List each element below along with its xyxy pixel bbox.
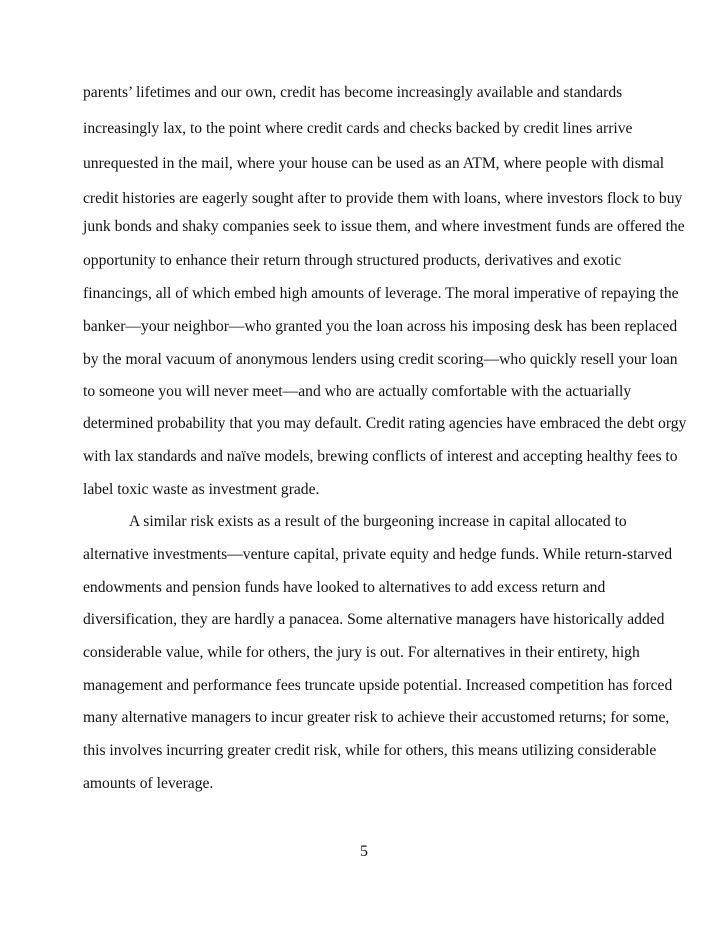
- paragraph-first-line: A similar risk exists as a result of the burgeoning increase in capital allocated to: [129, 513, 627, 530]
- body-text-line: opportunity to enhance their return through structured products, derivatives and exotic: [83, 252, 622, 269]
- body-text-line: junk bonds and shaky companies seek to issue them, and where investment funds are offered the: [83, 218, 685, 235]
- body-text-line: label toxic waste as investment grade.: [83, 481, 320, 498]
- body-text-line: endowments and pension funds have looked to alternatives to add excess return and: [83, 579, 606, 596]
- body-text-line: diversification, they are hardly a panacea. Some alternative managers have historically added: [83, 611, 665, 628]
- body-text-line: financings, all of which embed high amounts of leverage. The moral imperative of repaying the: [83, 285, 679, 302]
- body-text-line: to someone you will never meet—and who are actually comfortable with the actuarially: [83, 383, 632, 400]
- body-text-line: many alternative managers to incur greater risk to achieve their accustomed returns; for some,: [83, 709, 670, 726]
- body-text-line: considerable value, while for others, the jury is out. For alternatives in their entirety, high: [83, 644, 640, 661]
- body-text-line: determined probability that you may default. Credit rating agencies have embraced the debt orgy: [83, 415, 687, 432]
- body-text-line: parents’ lifetimes and our own, credit has become increasingly available and standards: [83, 84, 623, 101]
- body-text-line: by the moral vacuum of anonymous lenders using credit scoring—who quickly resell your loan: [83, 351, 678, 368]
- body-text-line: unrequested in the mail, where your house can be used as an ATM, where people with dismal: [83, 155, 665, 172]
- body-text-line: increasingly lax, to the point where credit cards and checks backed by credit lines arrive: [83, 120, 633, 137]
- page-number: 5: [360, 843, 368, 860]
- body-text-line: this involves incurring greater credit risk, while for others, this means utilizing considerable: [83, 742, 657, 759]
- body-text-line: amounts of leverage.: [83, 775, 214, 792]
- body-text-line: credit histories are eagerly sought after to provide them with loans, where investors flock to buy: [83, 190, 683, 207]
- body-text-line: management and performance fees truncate upside potential. Increased competition has forced: [83, 677, 673, 694]
- body-text-line: alternative investments—venture capital, private equity and hedge funds. While return-starved: [83, 546, 673, 563]
- body-text-line: with lax standards and naïve models, brewing conflicts of interest and accepting healthy fees to: [83, 448, 678, 465]
- body-text-line: banker—your neighbor—who granted you the loan across his imposing desk has been replaced: [83, 318, 678, 335]
